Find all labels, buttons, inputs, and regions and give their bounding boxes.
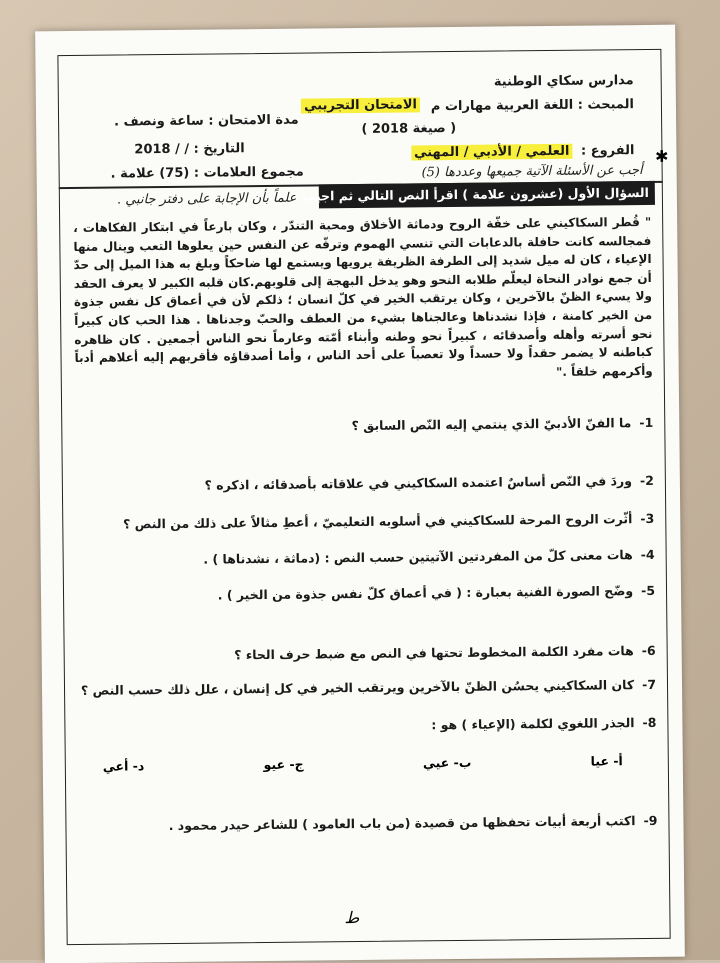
handwritten-answer-note: علماً بأن الإجابة على دفتر جانبي . — [116, 190, 297, 208]
exam-paper — [35, 25, 685, 963]
question-4: 4-هات معنى كلّ من المفردتين الآتيتين حسب النص : (دماثة ، نشدناها ) . — [203, 546, 655, 567]
exam-version: ( صيغة 2018 ) — [361, 120, 457, 137]
question-1: 1-ما الفنّ الأدبيّ الذي ينتمي إليه النّص السابق ؟ — [351, 414, 654, 434]
question-one-title: السؤال الأول (عشرون علامة ) اقرأ النص التالي ثم اجيب عما يلي : — [319, 181, 655, 209]
reading-passage — [73, 213, 653, 386]
total-marks: مجموع العلامات : (75) علامة . — [110, 164, 304, 182]
passage-text: " قُطر السكاكيني على خفّة الروح ودماثة الأخلاق ومحبة التندّر ، وكان بارعاً في ابتكار الفكاهات ، فمجالسه كانت حافلة بالدعابات التي تنسي الهموم وترفّه عن النفس حين يعلوها التعب وينال منها الإعياء ، كان له ميل شديد إلى الطرفة الظريفة يرويها ويستمع لها ضاحكاً وبلغ به هذا الميل إلى حدّ أن جمع نوادر النحاة ليعلّم طلابه النحو وهو يدخل البهجة إلى قلوبهم.كان قلبه الكبير لا يعرف الحقد ولا يسيء الظنّ بالآخرين ، وكان يرتقب الخير في كلّ انسان ؛ ذلكم لأن في أعماق كل نفس جذوة من الخير كامنة ، فإذا نشدناها وعالجناها بشيء من العطف والحبّ وجدناها . هذا الحب كان كبيراً نحو أسرته وأهله وأصدقائه ، كبيراً نحو وطنه وأبناء أمّته وعارماً نحو الناس أجمعين . كان ظاهره كباطنه لا يضمر حقداً ولا حسداً ولا تعصباً على أحد الناس ، وأما أصدقاؤه فأقربهم إليه أعلاهم أدباً وأكرمهم خلقاً ." — [73, 214, 653, 379]
question-6: 6-هات مفرد الكلمة المخطوط تحتها في النص مع ضبط حرف الحاء ؟ — [234, 642, 656, 663]
branches: العلمي / الأدبي / المهني — [411, 144, 573, 161]
exam-duration: مدة الامتحان : ساعة ونصف . — [114, 112, 299, 130]
subject: المبحث : اللغة العربية مهارات م — [430, 97, 635, 115]
handwritten-instruction: أجب عن الأسئلة الآتية جميعها وعددها (5) — [421, 163, 643, 181]
question-5: 5-وضّح الصورة الفنية بعبارة : ( في أعماق كلّ نفس جذوة من الخير ) . — [217, 582, 656, 603]
exam-date: التاريخ : / / 2018 — [134, 141, 245, 158]
asterisk-icon: ✱ — [654, 146, 669, 166]
page-mark: ط — [344, 908, 360, 928]
option-b: ب- عيي — [422, 754, 472, 771]
question-9: 9-اكتب أربعة أبيات تحفظها من قصيدة (من باب العامود ) للشاعر حيدر محمود . — [168, 812, 658, 834]
question-7: 7-كان السكاكيني يحسُن الظنّ بالآخرين ويرتقب الخير في كل إنسان ، علل ذلك حسب النص ؟ — [80, 676, 657, 698]
exam-type: الامتحان التجريبي — [301, 97, 420, 113]
question-8: 8-الجذر اللغوي لكلمة (الإعياء ) هو : — [431, 714, 657, 733]
option-c: ج- عيو — [263, 756, 304, 773]
question-3: 3-أثّرت الروح المرحة للسكاكيني في أسلوبه التعليميّ ، أعطِ مثالاً على ذلك من النص ؟ — [123, 510, 655, 532]
school-name: مدارس سكاي الوطنية — [493, 73, 634, 90]
branches-label: الفروع : — [580, 143, 635, 159]
option-d: د- أعي — [102, 758, 145, 774]
option-a: أ- عيا — [590, 753, 623, 769]
question-2: 2-وردَ في النّص أساسٌ اعتمده السكاكيني في علاقاته بأصدقائه ، اذكره ؟ — [204, 472, 654, 493]
